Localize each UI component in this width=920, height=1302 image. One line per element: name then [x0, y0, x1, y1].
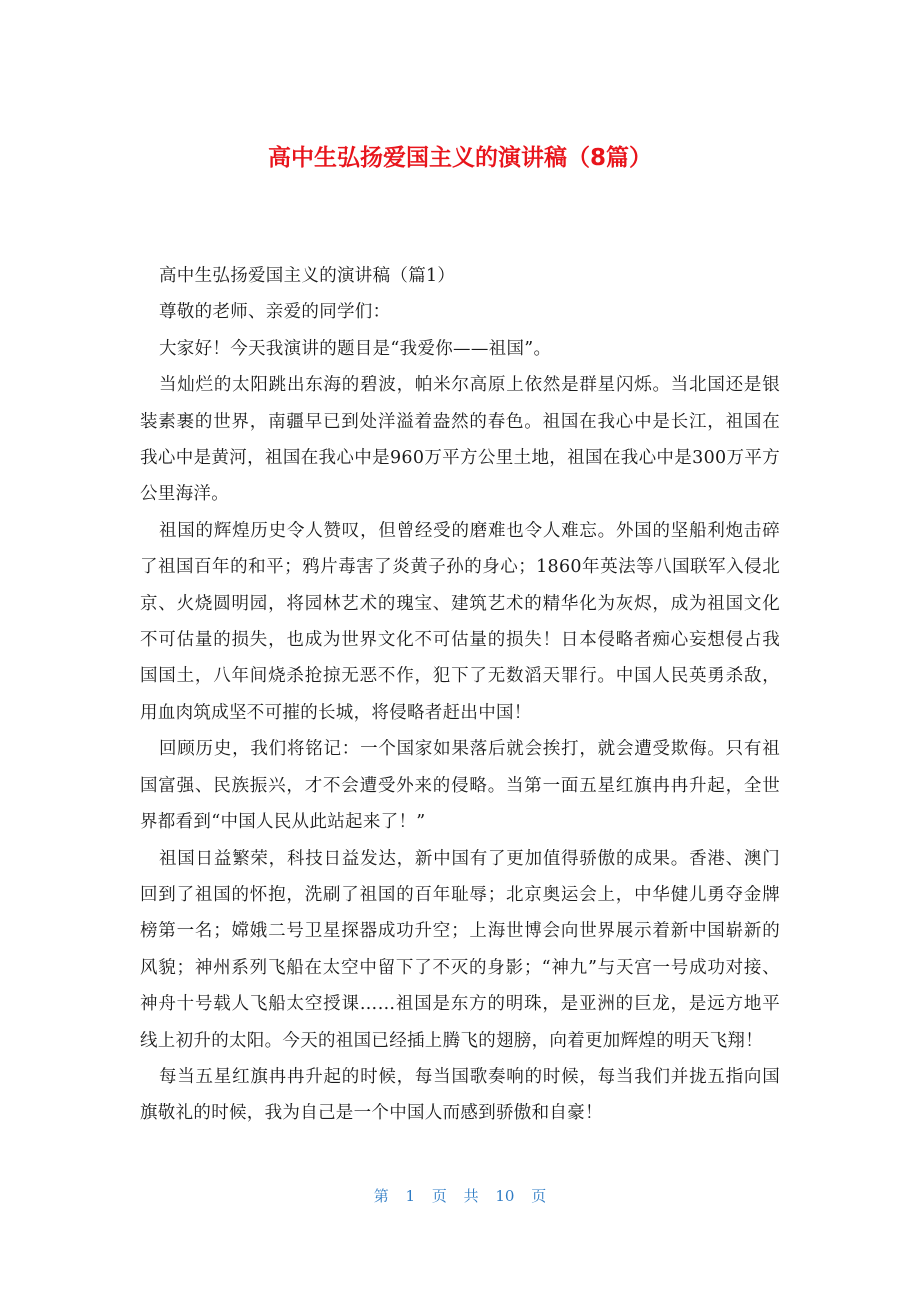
document-body	[140, 258, 780, 1132]
paragraph: 回顾历史，我们将铭记：一个国家如果落后就会挨打，就会遭受欺侮。只有祖国富强、民族振兴，才不会遭受外来的侵略。当第一面五星红旗冉冉升起，全世界都看到“中国人民从此站起来了！”	[140, 739, 780, 833]
footer-prefix: 第	[373, 1187, 389, 1205]
paragraph: 祖国的辉煌历史令人赞叹，但曾经受的磨难也令人难忘。外国的坚船利炮击碎了祖国百年的和平；鸦片毒害了炎黄子孙的身心；1860年英法等八国联军入侵北京、火烧圆明园，将园林艺术的瑰宝、建筑艺术的精华化为灰烬，成为祖国文化不可估量的损失，也成为世界文化不可估量的损失！日本侵略者痴心妄想侵占我国国土，八年间烧杀抢掠无恶不作，犯下了无数滔天罪行。中国人民英勇杀敌，用血肉筑成坚不可摧的长城，将侵略者赶出中国！	[140, 520, 780, 723]
paragraph-subtitle: 高中生弘扬爱国主义的演讲稿（篇1）	[159, 266, 456, 286]
paragraph-salutation: 尊敬的老师、亲爱的同学们：	[159, 302, 391, 323]
paragraph: 每当五星红旗冉冉升起的时候，每当国歌奏响的时候，每当我们并拢五指向国旗敬礼的时候，我为自己是一个中国人而感到骄傲和自豪！	[140, 1066, 780, 1124]
paragraph: 祖国日益繁荣，科技日益发达，新中国有了更加值得骄傲的成果。香港、澳门回到了祖国的怀抱，洗刷了祖国的百年耻辱；北京奥运会上，中华健儿勇夺金牌榜第一名；嫦娥二号卫星探器成功升空；上海世博会向世界展示着新中国崭新的风貌；神州系列飞船在太空中留下了不灭的身影；“神九”与天宫一号成功对接、神舟十号载人飞船太空授课……祖国是东方的明珠，是亚洲的巨龙，是远方地平线上初升的太阳。今天的祖国已经插上腾飞的翅膀，向着更加辉煌的明天飞翔！	[140, 848, 780, 1051]
footer-middle: 页 共	[431, 1187, 479, 1205]
paragraph: 当灿烂的太阳跳出东海的碧波，帕米尔高原上依然是群星闪烁。当北国还是银装素裹的世界，南疆早已到处洋溢着盎然的春色。祖国在我心中是长江，祖国在我心中是黄河，祖国在我心中是960万平方公里土地，祖国在我心中是300万平方公里海洋。	[140, 375, 780, 505]
footer-current-page: 1	[405, 1187, 416, 1205]
document-title: 高中生弘扬爱国主义的演讲稿（8篇）	[267, 145, 652, 171]
page-footer	[0, 1185, 920, 1206]
footer-suffix: 页	[531, 1187, 547, 1205]
footer-total-pages: 10	[495, 1187, 515, 1205]
paragraph-greeting: 大家好！今天我演讲的题目是“我爱你——祖国”。	[159, 338, 552, 359]
